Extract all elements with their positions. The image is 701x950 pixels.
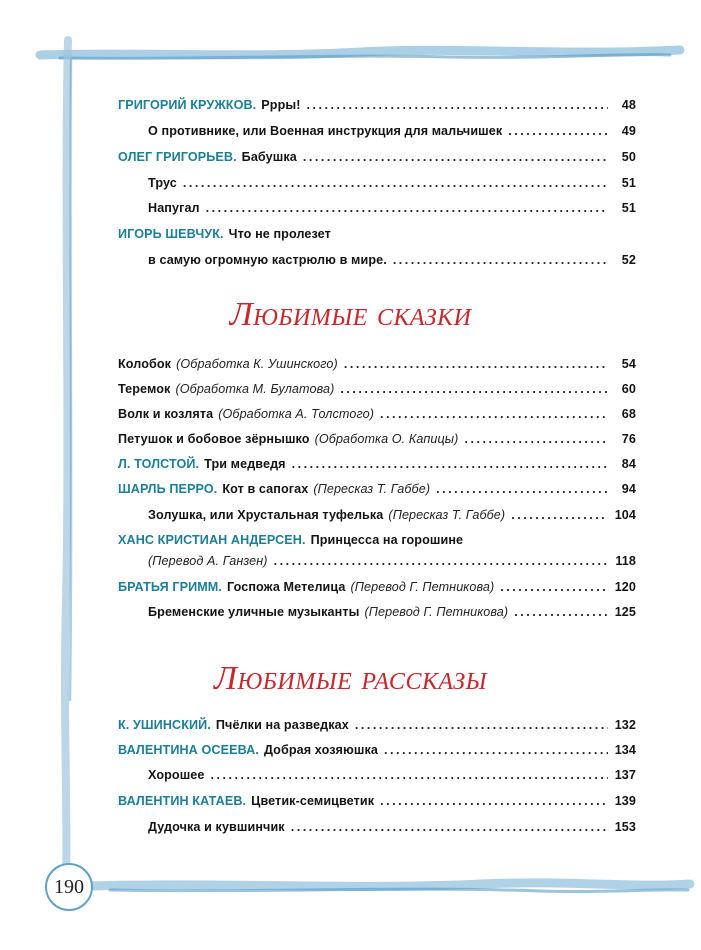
toc-entry[interactable] bbox=[118, 482, 636, 502]
entry-author: Л. ТОЛСТОЙ. bbox=[118, 457, 200, 471]
entry-note: (Перевод А. Ганзен) bbox=[148, 554, 268, 568]
dot-leader bbox=[206, 201, 608, 215]
toc-entry[interactable] bbox=[118, 605, 636, 625]
toc-entry[interactable] bbox=[118, 508, 636, 528]
toc-entry[interactable] bbox=[118, 150, 636, 170]
entry-title: Хорошее bbox=[148, 768, 205, 782]
entry-page: 120 bbox=[614, 580, 636, 594]
entry-author: ОЛЕГ ГРИГОРЬЕВ. bbox=[118, 150, 237, 164]
toc-entry[interactable] bbox=[118, 227, 636, 247]
dot-leader bbox=[355, 718, 608, 732]
entry-page: 134 bbox=[614, 743, 636, 757]
dot-leader bbox=[508, 124, 608, 138]
entry-title: О противнике, или Военная инструкция для мальчишек bbox=[148, 124, 503, 138]
entry-title: Колобок bbox=[118, 357, 172, 371]
dot-leader bbox=[303, 150, 608, 164]
entry-page: 52 bbox=[621, 253, 636, 267]
toc-entry[interactable] bbox=[118, 432, 636, 452]
entry-page: 48 bbox=[621, 98, 636, 112]
entry-page: 94 bbox=[621, 482, 636, 496]
entry-page: 49 bbox=[621, 124, 636, 138]
entry-note: (Обработка М. Булатова) bbox=[175, 382, 335, 396]
dot-leader bbox=[183, 176, 608, 190]
entry-title: Что не пролезет bbox=[228, 227, 331, 241]
entry-page: 51 bbox=[621, 201, 636, 215]
dot-leader bbox=[211, 768, 608, 782]
entry-page: 50 bbox=[621, 150, 636, 164]
dot-leader bbox=[340, 382, 608, 396]
entry-author: ВАЛЕНТИНА ОСЕЕВА. bbox=[118, 743, 259, 757]
entry-title: Бременские уличные музыканты bbox=[148, 605, 360, 619]
entry-page: 76 bbox=[621, 432, 636, 446]
toc-entry[interactable] bbox=[118, 820, 636, 840]
toc-entry[interactable] bbox=[118, 382, 636, 402]
dot-leader bbox=[464, 432, 608, 446]
entry-page: 132 bbox=[614, 718, 636, 732]
entry-note: (Обработка К. Ушинского) bbox=[176, 357, 338, 371]
section-title-fairy-tales: Любимые сказки bbox=[229, 296, 472, 333]
entry-page: 137 bbox=[614, 768, 636, 782]
dot-leader bbox=[292, 457, 608, 471]
dot-leader bbox=[274, 554, 608, 568]
entry-title: Теремок bbox=[118, 382, 171, 396]
section-title-stories: Любимые рассказы bbox=[213, 660, 488, 697]
entry-title: Золушка, или Хрустальная туфелька bbox=[148, 508, 384, 522]
entry-note: (Пересказ Т. Габбе) bbox=[388, 508, 506, 522]
entry-page: 54 bbox=[621, 357, 636, 371]
entry-author: ВАЛЕНТИН КАТАЕВ. bbox=[118, 794, 247, 808]
entry-title: Госпожа Метелица bbox=[227, 580, 346, 594]
toc-entry[interactable] bbox=[118, 357, 636, 377]
toc-entry[interactable] bbox=[118, 253, 636, 273]
entry-title: Пчёлки на разведках bbox=[215, 718, 349, 732]
entry-note: (Обработка О. Капицы) bbox=[314, 432, 459, 446]
entry-author: ИГОРЬ ШЕВЧУК. bbox=[118, 227, 224, 241]
dot-leader bbox=[436, 482, 608, 496]
entry-page: 68 bbox=[621, 407, 636, 421]
entry-note: (Перевод Г. Петникова) bbox=[364, 605, 509, 619]
entry-author: БРАТЬЯ ГРИММ. bbox=[118, 580, 222, 594]
entry-title: Дудочка и кувшинчик bbox=[148, 820, 285, 834]
toc-entry[interactable] bbox=[118, 718, 636, 738]
dot-leader bbox=[291, 820, 608, 834]
dot-leader bbox=[384, 743, 608, 757]
entry-title: Три медведя bbox=[204, 457, 286, 471]
entry-page: 118 bbox=[615, 554, 636, 568]
page-number-badge bbox=[45, 863, 93, 911]
entry-title: Принцесса на горошине bbox=[310, 533, 464, 547]
dot-leader bbox=[380, 407, 608, 421]
toc-entry[interactable] bbox=[118, 98, 636, 118]
dot-leader bbox=[307, 98, 608, 112]
dot-leader bbox=[393, 253, 608, 267]
entry-title: Напугал bbox=[148, 201, 200, 215]
entry-page: 125 bbox=[614, 605, 636, 619]
entry-title: Добрая хозяюшка bbox=[263, 743, 378, 757]
toc-entry[interactable] bbox=[118, 533, 636, 553]
toc-entry[interactable] bbox=[118, 201, 636, 221]
toc-entry[interactable] bbox=[118, 554, 636, 574]
entry-author: К. УШИНСКИЙ. bbox=[118, 718, 211, 732]
entry-page: 51 bbox=[621, 176, 636, 190]
entry-title: Волк и козлята bbox=[118, 407, 214, 421]
entry-title: Цветик-семицветик bbox=[251, 794, 375, 808]
dot-leader bbox=[514, 605, 608, 619]
toc-entry[interactable] bbox=[118, 124, 636, 144]
toc-entry[interactable] bbox=[118, 768, 636, 788]
entry-page: 104 bbox=[614, 508, 636, 522]
dot-leader bbox=[380, 794, 608, 808]
entry-page: 139 bbox=[614, 794, 636, 808]
dot-leader bbox=[511, 508, 608, 522]
toc-entry[interactable] bbox=[118, 407, 636, 427]
entry-title: в самую огромную кастрюлю в мире. bbox=[148, 253, 387, 267]
page-number: 190 bbox=[54, 875, 84, 898]
entry-page: 84 bbox=[621, 457, 636, 471]
entry-title: Ррры! bbox=[261, 98, 301, 112]
entry-title: Трус bbox=[148, 176, 177, 190]
entry-title: Петушок и бобовое зёрнышко bbox=[118, 432, 310, 446]
toc-entry[interactable] bbox=[118, 794, 636, 814]
toc-entry[interactable] bbox=[118, 743, 636, 763]
entry-note: (Пересказ Т. Габбе) bbox=[313, 482, 431, 496]
entry-note: (Перевод Г. Петникова) bbox=[350, 580, 495, 594]
entry-page: 153 bbox=[614, 820, 636, 834]
entry-author: ШАРЛЬ ПЕРРО. bbox=[118, 482, 218, 496]
toc-entry[interactable] bbox=[118, 457, 636, 477]
entry-title: Кот в сапогах bbox=[222, 482, 309, 496]
entry-title: Бабушка bbox=[241, 150, 297, 164]
entry-note: (Обработка А. Толстого) bbox=[218, 407, 375, 421]
toc-entry[interactable] bbox=[118, 176, 636, 196]
dot-leader bbox=[500, 580, 608, 594]
entry-author: ГРИГОРИЙ КРУЖКОВ. bbox=[118, 98, 257, 112]
entry-page: 60 bbox=[621, 382, 636, 396]
dot-leader bbox=[344, 357, 608, 371]
entry-author: ХАНС КРИСТИАН АНДЕРСЕН. bbox=[118, 533, 306, 547]
toc-entry[interactable] bbox=[118, 580, 636, 600]
